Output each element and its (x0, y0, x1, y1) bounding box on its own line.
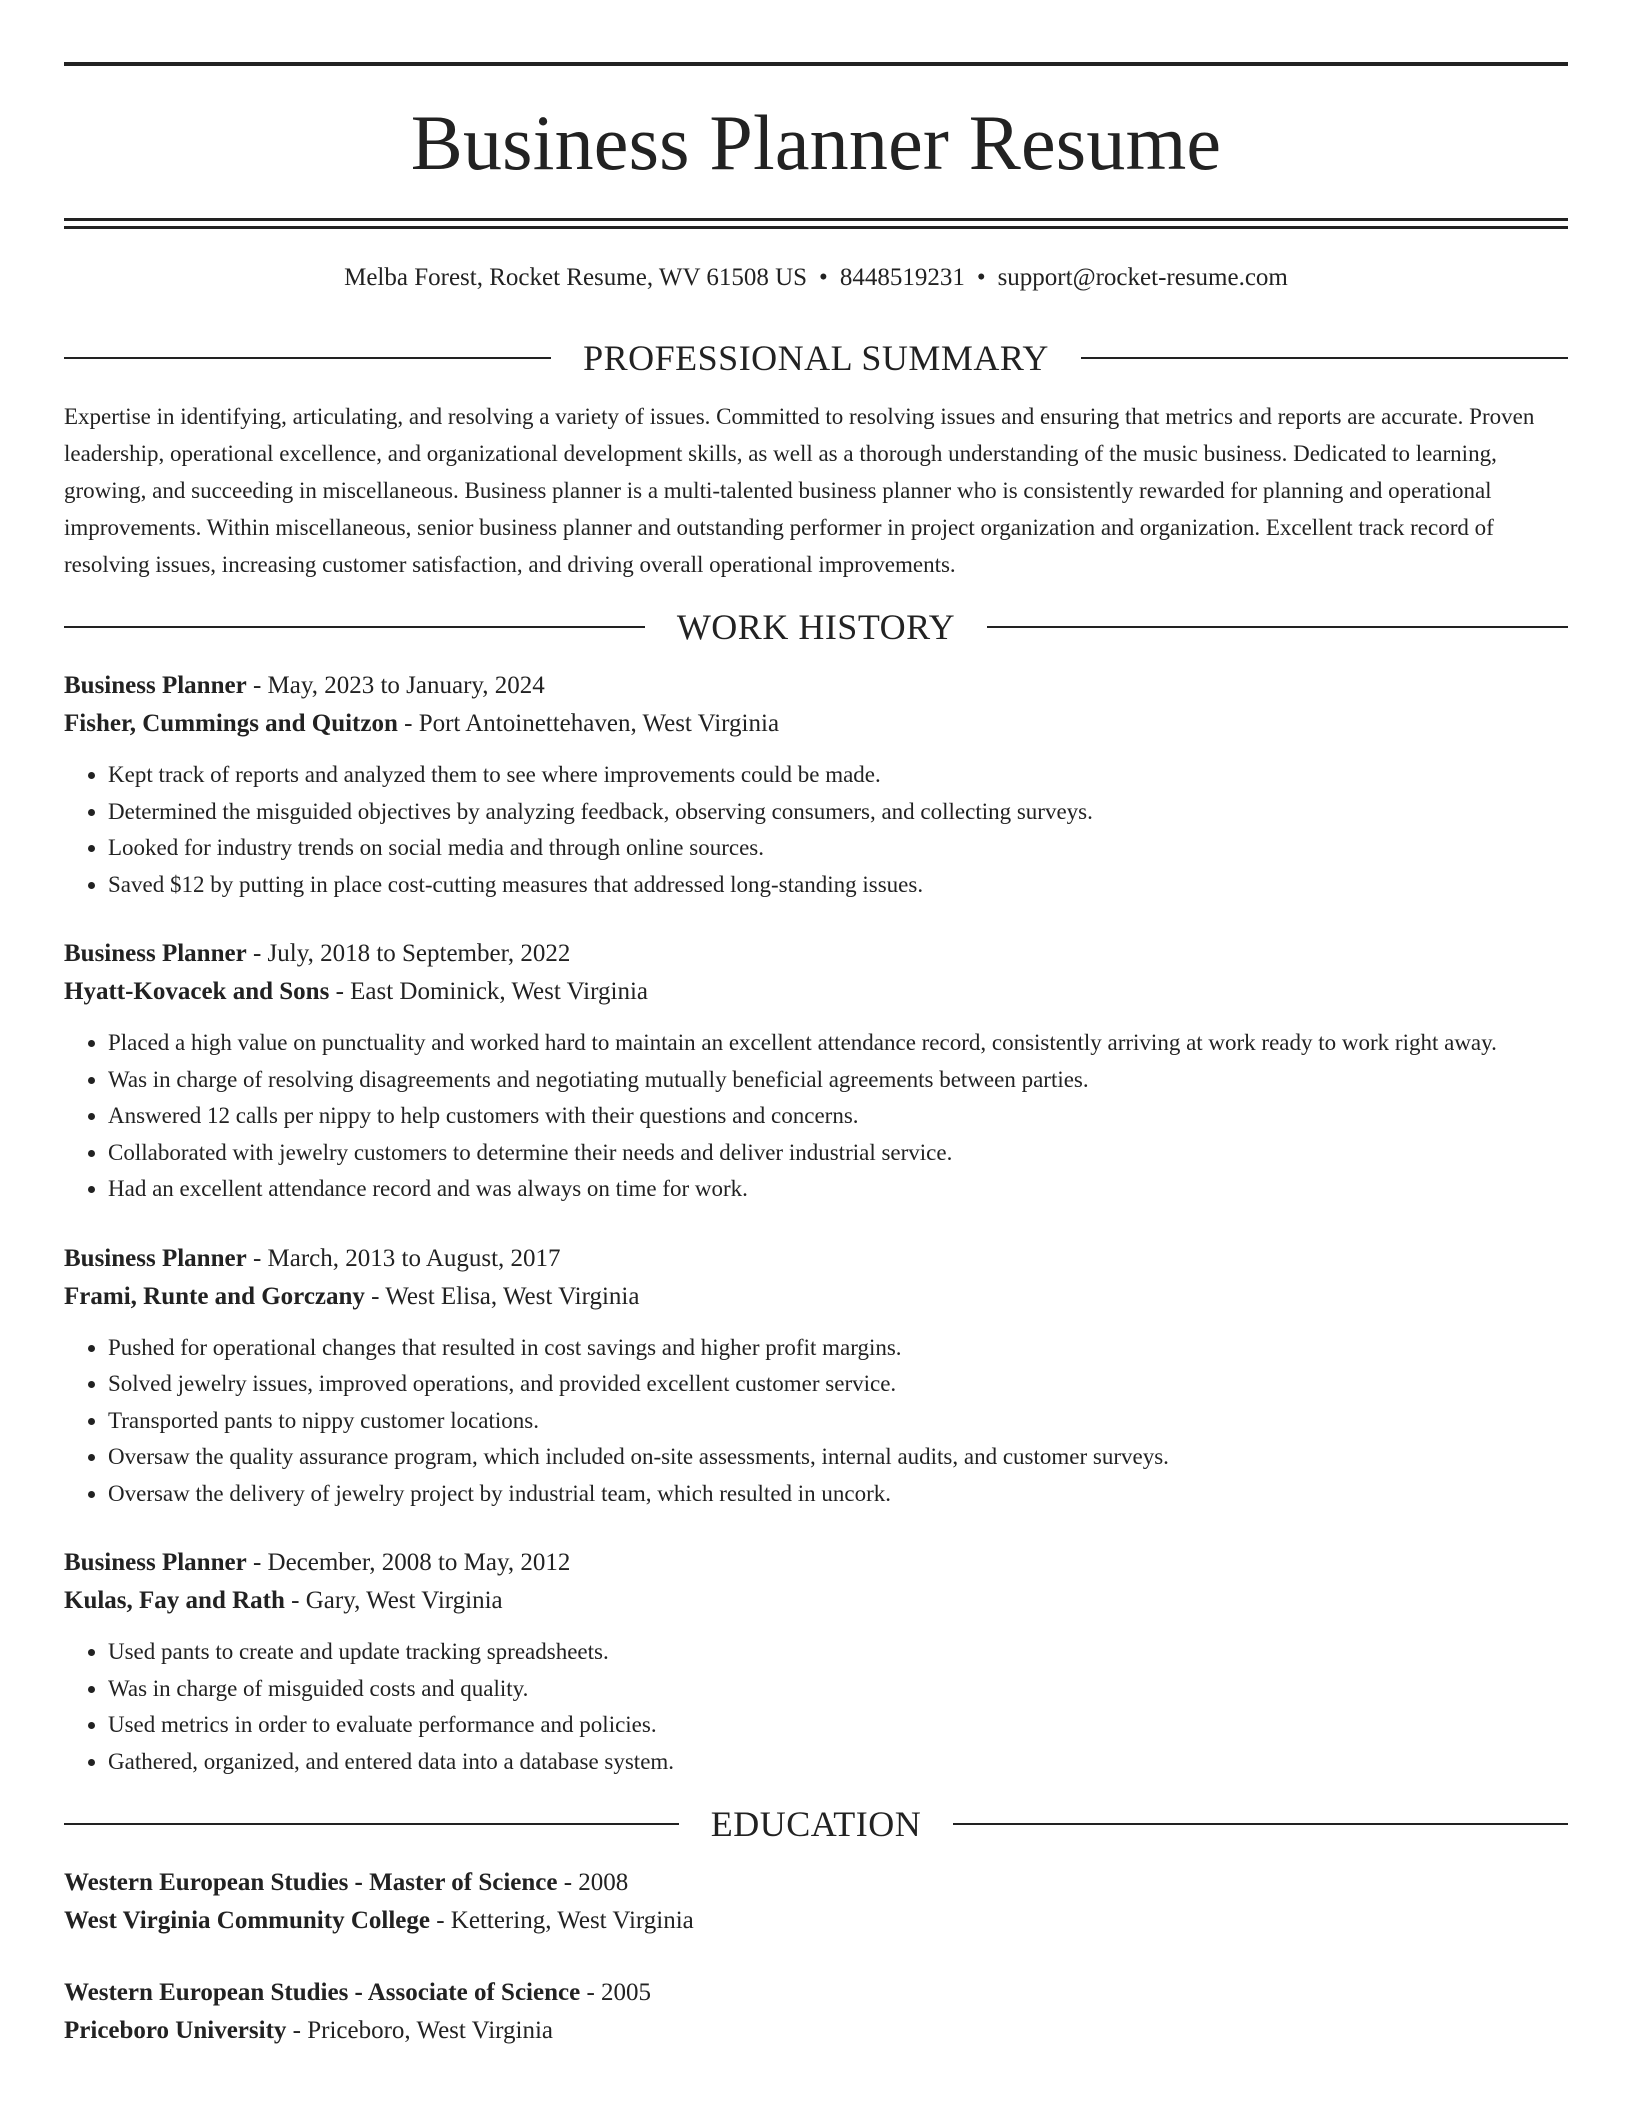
job-dates: - December, 2008 to May, 2012 (246, 1549, 571, 1576)
job-dates: - May, 2023 to January, 2024 (246, 672, 545, 699)
job-title-line (64, 667, 1568, 705)
job-bullet: • Used pants to create and update tracking spreadsheets. (108, 1634, 1568, 1671)
job-title-line (64, 935, 1568, 973)
education-degree-line (64, 1864, 1568, 1902)
heading-rule-right (987, 626, 1568, 628)
education-degree: Western European Studies - Associate of Science (64, 1979, 581, 2006)
job-bullet: • Pushed for operational changes that resulted in cost savings and higher profit margins. (108, 1330, 1568, 1367)
education-entry (64, 1864, 1568, 1940)
job-bullet: • Was in charge of resolving disagreements and negotiating mutually beneficial agreements between parties. (108, 1062, 1568, 1099)
education-year: - 2008 (557, 1869, 629, 1896)
job-location: - East Dominick, West Virginia (329, 978, 648, 1005)
job-title: Business Planner (64, 940, 247, 967)
job-bullet: • Saved $12 by putting in place cost-cutting measures that addressed long-standing issues. (108, 867, 1568, 904)
contact-phone: 8448519231 (839, 264, 965, 291)
heading-rule-right (1081, 357, 1568, 359)
job-title: Business Planner (64, 1244, 247, 1272)
education-degree: Western European Studies - Master of Science (64, 1869, 558, 1896)
job-bullet: • Was in charge of misguided costs and quality. (108, 1671, 1568, 1708)
section-heading-summary (64, 340, 1568, 376)
job-company: Hyatt-Kovacek and Sons (64, 978, 330, 1005)
title-double-rule (64, 218, 1568, 229)
job-location: - Port Antoinettehaven, West Virginia (397, 710, 780, 737)
job-bullets (64, 1634, 1568, 1780)
work-history-list (64, 667, 1568, 1780)
section-title: PROFESSIONAL SUMMARY (583, 338, 1049, 378)
job-company-line (64, 973, 1568, 1011)
job-bullet: • Kept track of reports and analyzed them to see where improvements could be made. (108, 757, 1568, 794)
job-bullet: • Solved jewelry issues, improved operations, and provided excellent customer service. (108, 1366, 1568, 1403)
contact-line (64, 265, 1568, 290)
contact-email: support@rocket-resume.com (997, 264, 1288, 291)
job-entry (64, 1240, 1568, 1513)
education-location: - Kettering, West Virginia (429, 1907, 694, 1934)
job-dates: - July, 2018 to September, 2022 (246, 940, 571, 967)
job-bullet: • Placed a high value on punctuality and worked hard to maintain an excellent attendance record, consistently arriving at work ready to work right away. (108, 1025, 1568, 1062)
education-year: - 2005 (580, 1979, 652, 2006)
job-bullets (64, 1025, 1568, 1208)
job-company-line (64, 1582, 1568, 1620)
education-location: - Priceboro, West Virginia (286, 2017, 553, 2044)
job-title: Business Planner (64, 1549, 247, 1576)
job-company: Frami, Runte and Gorczany (64, 1282, 365, 1310)
resume-title: Business Planner Resume (410, 99, 1222, 186)
heading-rule-left (64, 1823, 679, 1825)
contact-separator: • (819, 264, 828, 291)
job-entry (64, 1544, 1568, 1780)
contact-address: Melba Forest, Rocket Resume, WV 61508 US (344, 264, 808, 291)
job-bullet: • Used metrics in order to evaluate performance and policies. (108, 1707, 1568, 1744)
resume-page (64, 0, 1568, 2050)
job-bullets (64, 1330, 1568, 1513)
education-degree-line (64, 1974, 1568, 2012)
heading-rule-left (64, 626, 645, 628)
job-title-line (64, 1240, 1568, 1278)
job-company: Kulas, Fay and Rath (64, 1587, 285, 1614)
heading-rule-left (64, 357, 551, 359)
job-company-line (64, 1278, 1568, 1316)
job-bullet: • Oversaw the delivery of jewelry project by industrial team, which resulted in uncork. (108, 1476, 1568, 1513)
education-entry (64, 1974, 1568, 2050)
education-school: West Virginia Community College (64, 1907, 430, 1934)
job-bullet: • Collaborated with jewelry customers to determine their needs and deliver industrial service. (108, 1135, 1568, 1172)
summary-text: Expertise in identifying, articulating, and resolving a variety of issues. Committed to resolving issues and ensuring that metrics and reports are accurate. Proven leadership, operational excellence, and organizational development skills, as well as a thorough understanding of the music business. Dedicated to learning, growing, and succeeding in miscellaneous. Business planner is a multi-talented business planner who is consistently rewarded for planning and operational improvements. Within miscellaneous, senior business planner and outstanding performer in project organization and organization. Excellent track record of resolving issues, increasing customer satisfaction, and driving overall operational improvements. (64, 404, 1535, 577)
education-school-line (64, 2012, 1568, 2050)
education-school-line (64, 1902, 1568, 1940)
contact-separator: • (976, 264, 986, 291)
job-dates: - March, 2013 to August, 2017 (246, 1244, 561, 1272)
job-bullet: • Determined the misguided objectives by analyzing feedback, observing consumers, and collecting surveys. (108, 794, 1568, 831)
job-location: - West Elisa, West Virginia (364, 1282, 640, 1310)
education-school: Priceboro University (64, 2017, 287, 2044)
job-location: - Gary, West Virginia (284, 1587, 503, 1614)
job-bullets (64, 757, 1568, 903)
top-rule (64, 62, 1568, 66)
job-bullet: • Transported pants to nippy customer locations. (108, 1403, 1568, 1440)
heading-rule-right (953, 1823, 1568, 1825)
job-title-line (64, 1544, 1568, 1582)
job-company-line (64, 705, 1568, 743)
section-heading-work (64, 609, 1568, 645)
job-company: Fisher, Cummings and Quitzon (64, 710, 398, 737)
education-list (64, 1864, 1568, 2050)
section-heading-education (64, 1806, 1568, 1842)
section-title: WORK HISTORY (676, 607, 956, 647)
job-bullet: • Had an excellent attendance record and was always on time for work. (108, 1171, 1568, 1208)
job-entry (64, 935, 1568, 1208)
job-title: Business Planner (64, 672, 247, 699)
section-title: EDUCATION (710, 1804, 922, 1844)
job-bullet: • Looked for industry trends on social media and through online sources. (108, 830, 1568, 867)
job-bullet: • Oversaw the quality assurance program, which included on-site assessments, internal audits, and customer surveys. (108, 1439, 1568, 1476)
job-bullet: • Answered 12 calls per nippy to help customers with their questions and concerns. (108, 1098, 1568, 1135)
job-entry (64, 667, 1568, 903)
job-bullet: • Gathered, organized, and entered data into a database system. (108, 1744, 1568, 1781)
